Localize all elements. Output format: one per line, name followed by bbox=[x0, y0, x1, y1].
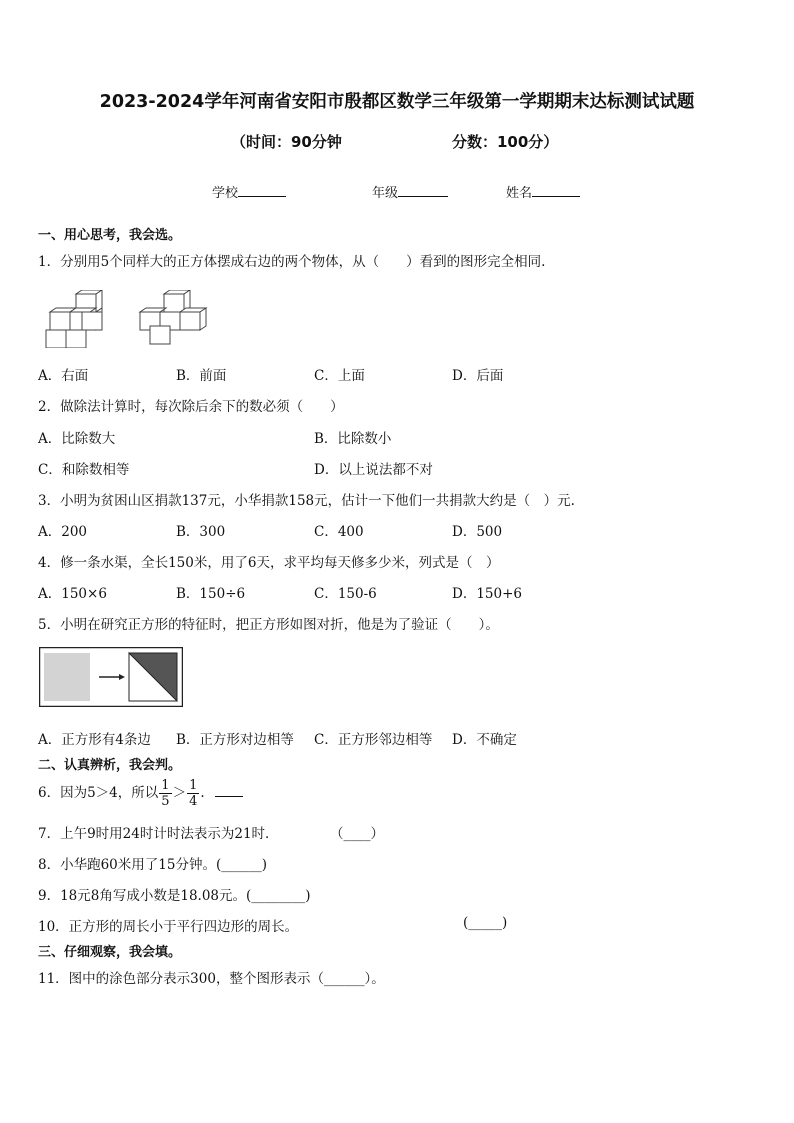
grade-field[interactable] bbox=[372, 182, 448, 201]
fraction-denominator: 5 bbox=[161, 794, 170, 809]
question-8: 8．小华跑60米用了15分钟。(______) bbox=[38, 857, 267, 873]
fraction-numerator: 1 bbox=[189, 778, 198, 793]
q2-option-d[interactable]: D．以上说法都不对 bbox=[314, 462, 433, 478]
q2-option-a[interactable]: A．比除数大 bbox=[38, 431, 116, 447]
fraction-numerator: 1 bbox=[161, 778, 170, 793]
name-field[interactable] bbox=[506, 182, 580, 201]
q1-option-d[interactable]: D．后面 bbox=[452, 368, 504, 384]
q1-option-b[interactable]: B．前面 bbox=[176, 368, 227, 384]
q3-option-a[interactable]: A．200 bbox=[38, 524, 88, 540]
q5-option-a[interactable]: A．正方形有4条边 bbox=[38, 732, 151, 748]
exam-time: （时间：90分钟 bbox=[231, 133, 342, 151]
greater-than-sign: ＞ bbox=[172, 785, 187, 801]
question-6 bbox=[38, 776, 243, 810]
q4-option-b[interactable]: B．150÷6 bbox=[176, 586, 246, 602]
question-1: 1．分别用5个同样大的正方体摆成右边的两个物体，从（ ）看到的图形完全相同. bbox=[38, 254, 546, 270]
fraction-denominator: 4 bbox=[189, 794, 198, 809]
question-5: 5．小明在研究正方形的特征时，把正方形如图对折，他是为了验证（ ）。 bbox=[38, 617, 499, 633]
q5-option-d[interactable]: D．不确定 bbox=[452, 732, 517, 748]
grade-label: 年级 bbox=[372, 186, 399, 201]
q4-option-a[interactable]: A．150×6 bbox=[38, 586, 107, 602]
school-label: 学校 bbox=[212, 186, 239, 201]
name-blank[interactable] bbox=[532, 184, 580, 197]
section-heading-1: 一、用心思考，我会选。 bbox=[38, 228, 182, 243]
q4-option-c[interactable]: C．150-6 bbox=[314, 586, 377, 602]
q2-option-b[interactable]: B．比除数小 bbox=[314, 431, 392, 447]
name-label: 姓名 bbox=[506, 186, 533, 201]
q1-option-a[interactable]: A．右面 bbox=[38, 368, 89, 384]
square-fold-figure bbox=[39, 647, 183, 707]
exam-score: 分数：100分） bbox=[452, 133, 559, 151]
q7-answer-blank[interactable]: （____） bbox=[330, 826, 384, 842]
q3-option-b[interactable]: B．300 bbox=[176, 524, 226, 540]
q6-period: . bbox=[200, 785, 205, 801]
cube-figure bbox=[40, 290, 210, 348]
section-heading-3: 三、仔细观察，我会填。 bbox=[38, 945, 182, 960]
q5-option-b[interactable]: B．正方形对边相等 bbox=[176, 732, 294, 748]
question-3: 3．小明为贫困山区捐款137元，小华捐款158元，估计一下他们一共捐款大约是（ ）元. bbox=[38, 493, 575, 509]
question-9: 9．18元8角写成小数是18.08元。(________) bbox=[38, 888, 311, 904]
q3-option-c[interactable]: C．400 bbox=[314, 524, 364, 540]
question-10: 10．正方形的周长小于平行四边形的周长。 bbox=[38, 919, 299, 935]
school-blank[interactable] bbox=[238, 184, 286, 197]
school-field[interactable] bbox=[212, 182, 286, 201]
q1-option-c[interactable]: C．上面 bbox=[314, 368, 365, 384]
q5-option-c[interactable]: C．正方形邻边相等 bbox=[314, 732, 433, 748]
fraction-one-fourth bbox=[187, 778, 199, 809]
question-2: 2．做除法计算时，每次除后余下的数必须（ ） bbox=[38, 399, 344, 415]
fraction-one-fifth bbox=[159, 778, 171, 809]
q4-option-d[interactable]: D．150+6 bbox=[452, 586, 522, 602]
q3-option-d[interactable]: D．500 bbox=[452, 524, 503, 540]
question-11: 11．图中的涂色部分表示300，整个图形表示（______）。 bbox=[38, 971, 385, 987]
q6-text: 6．因为5＞4，所以 bbox=[38, 785, 159, 801]
q2-option-c[interactable]: C．和除数相等 bbox=[38, 462, 130, 478]
question-7: 7．上午9时用24时计时法表示为21时． bbox=[38, 826, 279, 842]
section-heading-2: 二、认真辨析，我会判。 bbox=[38, 758, 182, 773]
grade-blank[interactable] bbox=[398, 184, 448, 197]
question-4: 4．修一条水渠，全长150米，用了6天，求平均每天修多少米，列式是（ ） bbox=[38, 555, 500, 571]
q6-answer-blank[interactable] bbox=[215, 784, 243, 797]
page-title: 2023-2024学年河南省安阳市殷都区数学三年级第一学期期末达标测试试题 bbox=[99, 92, 695, 112]
q10-answer-blank[interactable]: (_____) bbox=[463, 915, 508, 931]
